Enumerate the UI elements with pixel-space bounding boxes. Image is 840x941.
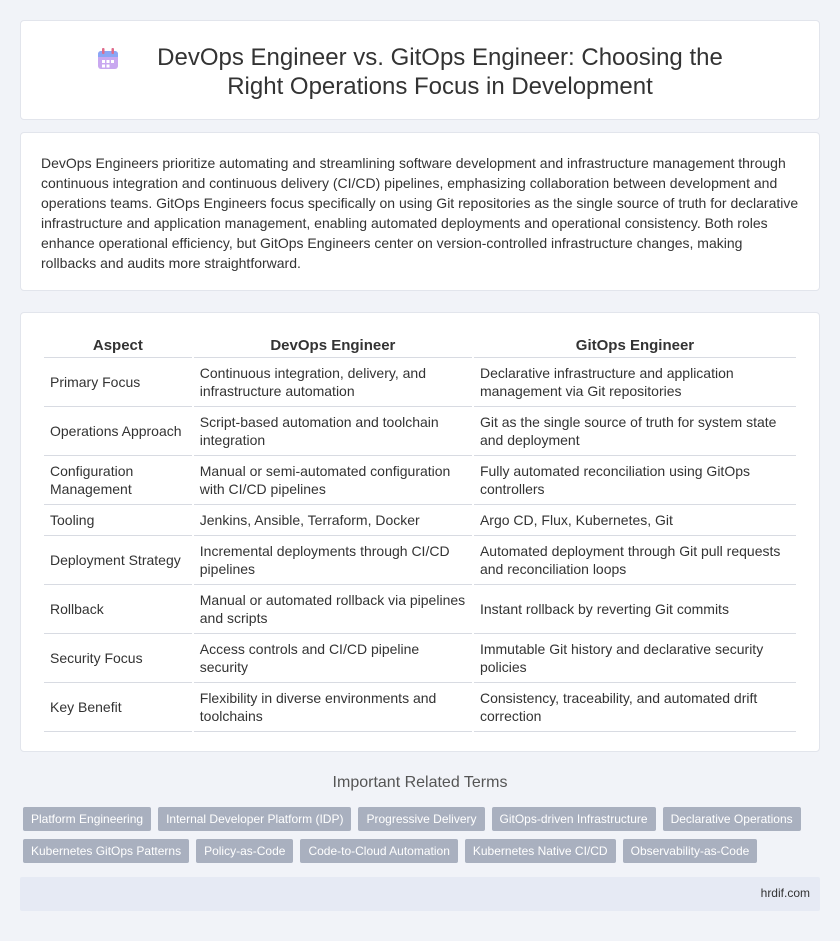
tag-observability-as-code[interactable]: Observability-as-Code: [623, 839, 758, 863]
tag-internal-developer-platform[interactable]: Internal Developer Platform (IDP): [158, 807, 351, 831]
table-row: [44, 585, 796, 634]
page-title: DevOps Engineer vs. GitOps Engineer: Choosing the Right Operations Focus in Development: [157, 44, 723, 100]
aspect-cell: Operations Approach: [44, 407, 192, 456]
tag-kubernetes-native-cicd[interactable]: Kubernetes Native CI/CD: [465, 839, 616, 863]
summary-card: [20, 132, 820, 291]
tag-platform-engineering[interactable]: Platform Engineering: [23, 807, 151, 831]
tag-declarative-operations[interactable]: Declarative Operations: [663, 807, 801, 831]
tag-row: [23, 807, 823, 831]
comparison-card: [20, 312, 820, 752]
aspect-cell: Security Focus: [44, 634, 192, 683]
table-row: [44, 407, 796, 456]
aspect-cell: Primary Focus: [44, 358, 192, 407]
devops-cell: Manual or automated rollback via pipelines and scripts: [194, 585, 472, 634]
table-row: [44, 358, 796, 407]
tag-progressive-delivery[interactable]: Progressive Delivery: [358, 807, 484, 831]
gitops-cell: Git as the single source of truth for system state and deployment: [474, 407, 796, 456]
header-gitops: GitOps Engineer: [474, 332, 796, 358]
gitops-cell: Immutable Git history and declarative security policies: [474, 634, 796, 683]
aspect-cell: Tooling: [44, 505, 192, 536]
devops-cell: Manual or semi-automated configuration with CI/CD pipelines: [194, 456, 472, 505]
header-devops: DevOps Engineer: [194, 332, 472, 358]
devops-cell: Flexibility in diverse environments and toolchains: [194, 683, 472, 732]
table-row: [44, 634, 796, 683]
tag-code-to-cloud-automation[interactable]: Code-to-Cloud Automation: [300, 839, 457, 863]
summary-text: DevOps Engineers prioritize automating and streamlining software development and infrastructure management through continuous integration and continuous delivery (CI/CD) pipelines, emphasizing collaboration between development and operations teams. GitOps Engineers focus specifically on using Git repositories as the single source of truth for declarative infrastructure and application management, enabling automated deployments and operational consistency. Both roles enhance operational efficiency, but GitOps Engineers center on version-controlled infrastructure changes, making rollbacks and audits more straightforward.: [41, 155, 799, 271]
devops-cell: Access controls and CI/CD pipeline security: [194, 634, 472, 683]
tag-policy-as-code[interactable]: Policy-as-Code: [196, 839, 293, 863]
header-aspect: Aspect: [44, 332, 192, 358]
table-header-row: [44, 332, 796, 358]
gitops-cell: Argo CD, Flux, Kubernetes, Git: [474, 505, 796, 536]
gitops-cell: Instant rollback by reverting Git commits: [474, 585, 796, 634]
devops-cell: Incremental deployments through CI/CD pipelines: [194, 536, 472, 585]
aspect-cell: Key Benefit: [44, 683, 192, 732]
devops-cell: Jenkins, Ansible, Terraform, Docker: [194, 505, 472, 536]
aspect-cell: Configuration Management: [44, 456, 192, 505]
devops-cell: Continuous integration, delivery, and infrastructure automation: [194, 358, 472, 407]
gitops-cell: Automated deployment through Git pull requests and reconciliation loops: [474, 536, 796, 585]
tag-row: [23, 839, 823, 863]
comparison-table: [42, 332, 798, 732]
devops-cell: Script-based automation and toolchain integration: [194, 407, 472, 456]
title-card: [20, 20, 820, 120]
table-row: [44, 683, 796, 732]
footer-site[interactable]: hrdif.com: [760, 886, 810, 900]
table-row: [44, 536, 796, 585]
table-row: [44, 505, 796, 536]
gitops-cell: Fully automated reconciliation using GitOps controllers: [474, 456, 796, 505]
related-terms: [23, 807, 823, 871]
gitops-cell: Declarative infrastructure and application management via Git repositories: [474, 358, 796, 407]
gitops-cell: Consistency, traceability, and automated drift correction: [474, 683, 796, 732]
footer: [20, 877, 820, 911]
tag-gitops-driven-infrastructure[interactable]: GitOps-driven Infrastructure: [492, 807, 656, 831]
tag-kubernetes-gitops-patterns[interactable]: Kubernetes GitOps Patterns: [23, 839, 189, 863]
table-row: [44, 456, 796, 505]
related-terms-title: Important Related Terms: [332, 774, 508, 791]
aspect-cell: Rollback: [44, 585, 192, 634]
aspect-cell: Deployment Strategy: [44, 536, 192, 585]
